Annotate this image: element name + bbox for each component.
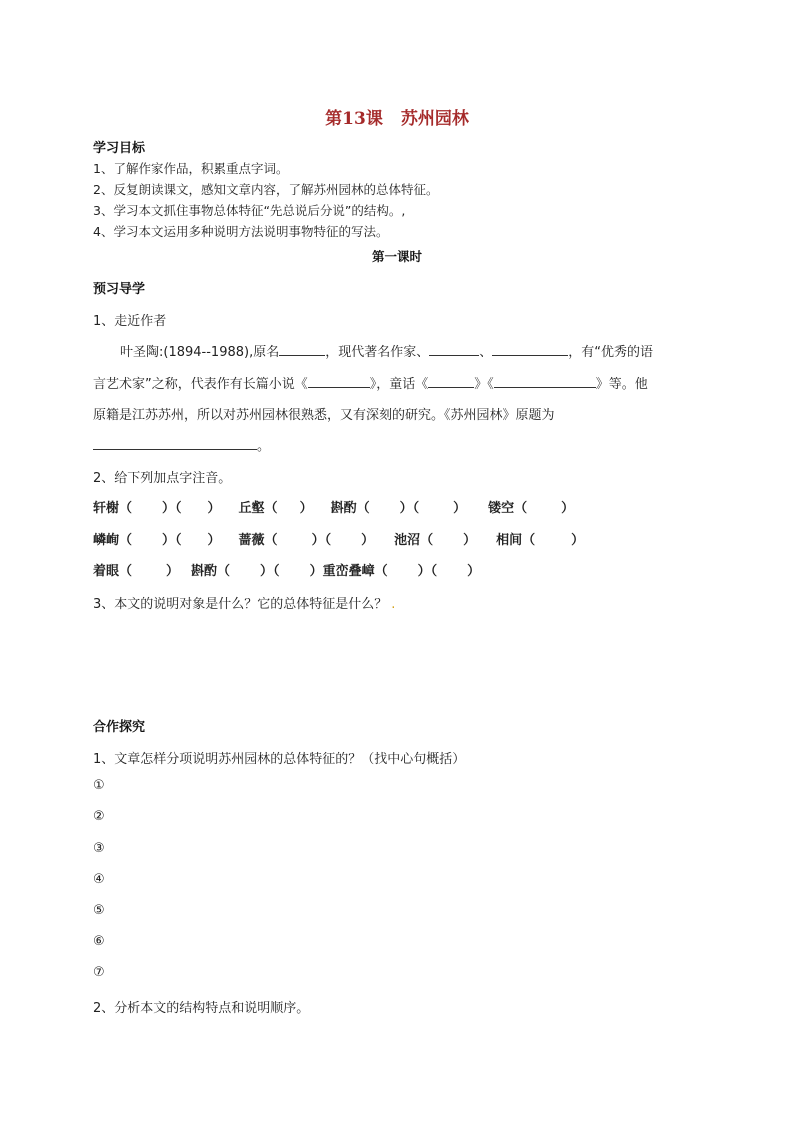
- lesson-name: 苏州园林: [400, 109, 469, 129]
- objective-item: 3、学习本文抓住事物总体特征“先总说后分说”的结构。,: [93, 203, 406, 218]
- author-paragraph-line-2: 言艺术家”之称，代表作有长篇小说《 》，童话《 》《 》等。他: [93, 377, 648, 392]
- blank-fairy-tale-2[interactable]: [494, 375, 596, 388]
- question-2-label: 2、给下列加点字注音。: [93, 471, 232, 486]
- preview-heading: 预习导学: [93, 282, 146, 297]
- objectives-heading: 学习目标: [93, 141, 146, 156]
- objective-item: 1、了解作家作品，积累重点字词。: [93, 161, 289, 176]
- blank-role-1[interactable]: [429, 343, 479, 356]
- author-paragraph-line-1: 叶圣陶:(1894--1988),原名 ，现代著名作家、 、 ，有“优秀的语: [120, 345, 653, 360]
- explore-question-2: 2、分析本文的结构特点和说明顺序。: [93, 1001, 310, 1016]
- answer-item-3: ③: [93, 841, 105, 856]
- question-3: 3、本文的说明对象是什么？它的总体特征是什么？ .: [93, 597, 396, 612]
- answer-item-5: ⑤: [93, 903, 105, 918]
- objective-item: 4、学习本文运用多种说明方法说明事物特征的写法。: [93, 224, 389, 239]
- pinyin-row-3: 着眼（ ） 斟酌（ ）（ ）重峦叠嶂（ ）（ ）: [93, 564, 481, 579]
- answer-item-1: ①: [93, 778, 105, 793]
- page-title: [0, 104, 794, 129]
- objective-item: 2、反复朗读课文，感知文章内容，了解苏州园林的总体特征。: [93, 182, 439, 197]
- blank-role-2[interactable]: [492, 343, 568, 356]
- explore-heading: 合作探究: [93, 720, 146, 735]
- blank-original-title[interactable]: [93, 437, 257, 450]
- author-paragraph-line-3: 原籍是江苏苏州，所以对苏州园林很熟悉，又有深刻的研究。《苏州园林》原题为: [93, 408, 555, 423]
- pinyin-row-2: 嶙峋（ ）（ ） 蔷薇（ ）（ ） 池沼（ ） 相间（ ）: [93, 533, 585, 548]
- session-heading: 第一课时: [371, 249, 422, 264]
- answer-item-2: ②: [93, 809, 105, 824]
- author-paragraph-line-4: 。: [93, 435, 270, 454]
- answer-item-4: ④: [93, 872, 105, 887]
- question-1-label: 1、走近作者: [93, 314, 167, 329]
- pinyin-row-1: 轩榭（ ）（ ） 丘壑（ ） 斟酌（ ）（ ） 镂空（ ）: [93, 501, 575, 516]
- explore-question-1: 1、文章怎样分项说明苏州园林的总体特征的？（找中心句概括）: [93, 752, 466, 767]
- answer-item-6: ⑥: [93, 934, 105, 949]
- blank-fairy-tale-1[interactable]: [428, 375, 474, 388]
- lesson-number: 第13课: [325, 109, 383, 129]
- answer-item-7: ⑦: [93, 965, 105, 980]
- blank-novel[interactable]: [308, 375, 370, 388]
- blank-original-name[interactable]: [279, 343, 325, 356]
